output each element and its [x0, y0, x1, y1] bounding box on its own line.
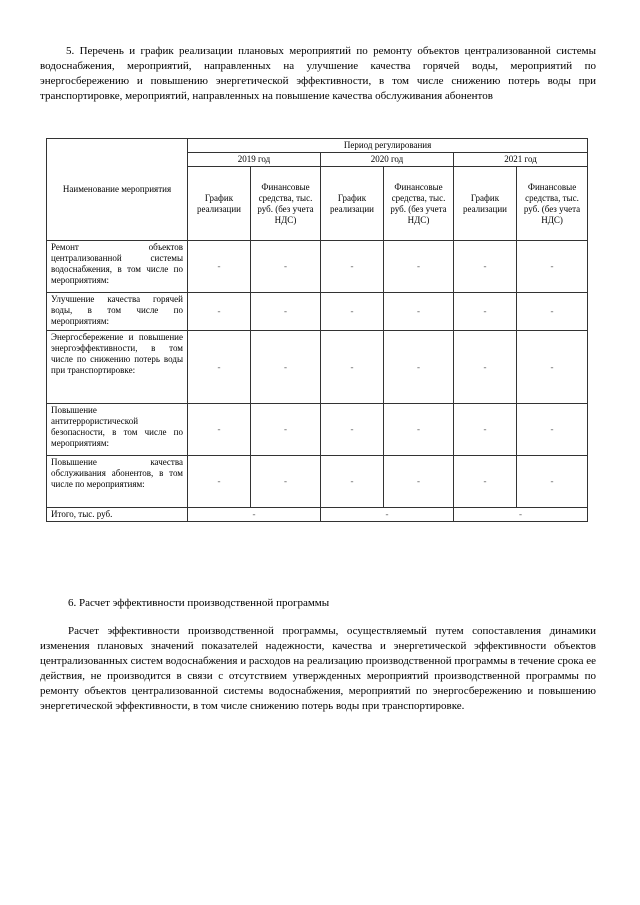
table-cell: -	[454, 331, 517, 404]
table-row	[47, 404, 588, 456]
activities-table	[46, 138, 588, 522]
table-cell: -	[251, 404, 321, 456]
table-cell: -	[188, 331, 251, 404]
table-cell: -	[321, 293, 384, 331]
table-cell: -	[454, 241, 517, 293]
table-cell: -	[251, 456, 321, 508]
table-cell: -	[321, 331, 384, 404]
header-finance-2020: Финансовые средства, тыс. руб. (без учета НДС)	[384, 167, 454, 241]
table-cell: -	[188, 456, 251, 508]
table-cell: -	[251, 293, 321, 331]
header-schedule-2020: График реализации	[321, 167, 384, 241]
table-cell: -	[517, 404, 588, 456]
table-cell: -	[454, 456, 517, 508]
table-cell: -	[454, 404, 517, 456]
row-name: Ремонт объектов централизованной системы водоснабжения, в том числе по мероприятиям:	[47, 241, 188, 293]
table-cell: -	[517, 241, 588, 293]
table-cell: -	[251, 241, 321, 293]
total-cell-2020: -	[321, 508, 454, 522]
total-label: Итого, тыс. руб.	[47, 508, 188, 522]
row-name: Повышение антитеррористической безопасности, в том числе по мероприятиям:	[47, 404, 188, 456]
table-row	[47, 293, 588, 331]
total-cell-2019: -	[188, 508, 321, 522]
row-name: Энергосбережение и повышение энергоэффективности, в том числе по снижению потерь воды при транспортировке:	[47, 331, 188, 404]
header-period: Период регулирования	[188, 139, 588, 153]
header-schedule-2021: График реализации	[454, 167, 517, 241]
table-cell: -	[517, 331, 588, 404]
table-cell: -	[321, 456, 384, 508]
total-cell-2021: -	[454, 508, 588, 522]
table-cell: -	[384, 404, 454, 456]
table-cell: -	[188, 404, 251, 456]
table-cell: -	[517, 293, 588, 331]
header-schedule-2019: График реализации	[188, 167, 251, 241]
table-cell: -	[384, 293, 454, 331]
table-cell: -	[188, 293, 251, 331]
table-cell: -	[384, 456, 454, 508]
table-cell: -	[517, 456, 588, 508]
header-year-2020: 2020 год	[321, 153, 454, 167]
header-finance-2019: Финансовые средства, тыс. руб. (без учета НДС)	[251, 167, 321, 241]
table-row	[47, 456, 588, 508]
table-cell: -	[384, 241, 454, 293]
table-cell: -	[454, 293, 517, 331]
table-cell: -	[251, 331, 321, 404]
table-row	[47, 331, 588, 404]
table-row	[47, 241, 588, 293]
section-5-heading: 5. Перечень и график реализации плановых мероприятий по ремонту объектов централизованной системы водоснабжения, мероприятий, направленных на улучшение качества горячей воды, мероприятий по энергосбережению и повышению энергетической эффективности, в том числе снижению потерь воды при транспортировке, мероприятий, направленных на повышение качества обслуживания абонентов	[40, 45, 596, 102]
section-6-heading: 6. Расчет эффективности производственной программы	[68, 597, 330, 609]
table-cell: -	[188, 241, 251, 293]
header-year-2021: 2021 год	[454, 153, 588, 167]
table-total-row	[47, 508, 588, 522]
table-cell: -	[321, 241, 384, 293]
section-6-body: Расчет эффективности производственной программы, осуществляемый путем сопоставления динамики изменения плановых значений показателей надежности, качества и энергетической эффективности объектов централизованных систем водоснабжения и расходов на реализацию производственной программы в течение срока ее действия, не производится в связи с отсутствием утвержденных мероприятий производственной программы по ремонту объектов централизованной системы водоснабжения, мероприятий по энергосбережению и повышению энергетической эффективности, в том числе снижению потерь воды при транспортировке.	[40, 625, 596, 712]
row-name: Повышение качества обслуживания абонентов, в том числе по мероприятиям:	[47, 456, 188, 508]
header-activity-name: Наименование мероприятия	[47, 139, 188, 241]
table-cell: -	[321, 404, 384, 456]
table-cell: -	[384, 331, 454, 404]
row-name: Улучшение качества горячей воды, в том числе по мероприятиям:	[47, 293, 188, 331]
header-year-2019: 2019 год	[188, 153, 321, 167]
header-finance-2021: Финансовые средства, тыс. руб. (без учета НДС)	[517, 167, 588, 241]
